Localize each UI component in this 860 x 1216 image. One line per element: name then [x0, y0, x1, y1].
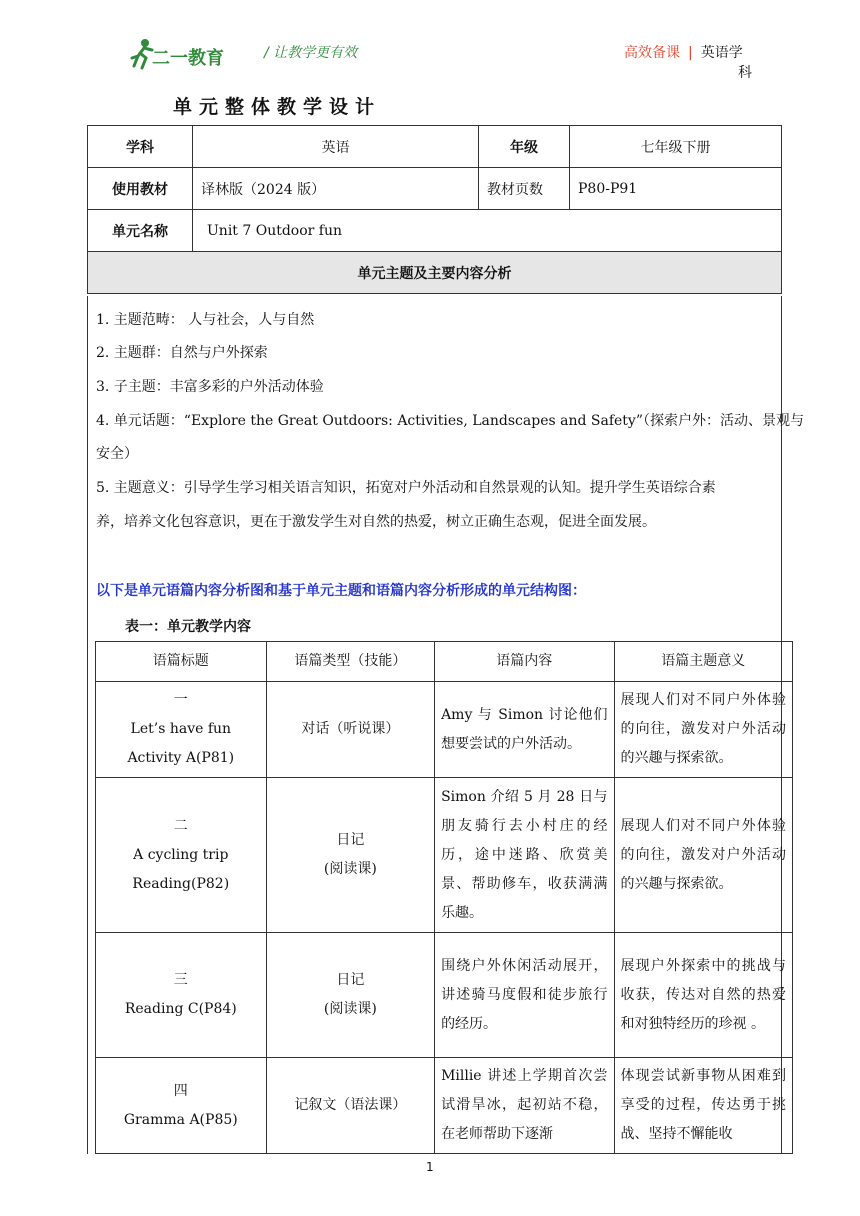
unit-topic-line2: 安全） — [96, 446, 138, 462]
row-type: 记叙文（语法课） — [266, 1058, 434, 1154]
page-number: 1 — [426, 1160, 434, 1174]
header-separator: | — [688, 45, 693, 61]
col-header-content: 语篇内容 — [435, 642, 614, 682]
col-header-meaning: 语篇主题意义 — [614, 642, 793, 682]
row-title — [96, 778, 267, 933]
row-number: 四 — [173, 1082, 188, 1099]
row-meaning: 展现人们对不同户外体验的向往，激发对户外活动的兴趣与探索欲。 — [614, 682, 793, 778]
pages-label: 教材页数 — [479, 168, 570, 210]
table-row — [96, 778, 793, 933]
row-type-line2: (阅读课) — [323, 1001, 377, 1017]
table-row — [96, 933, 793, 1058]
header-subject-label-wrap: 科 — [738, 65, 752, 81]
logo-text: 二一教育 — [152, 48, 224, 69]
pages-value: P80-P91 — [570, 168, 782, 210]
row-type-line2: (阅读课) — [323, 861, 377, 877]
row-title-line2: Activity A(P81) — [127, 750, 235, 766]
document-title: 单元整体教学设计 — [173, 96, 382, 118]
row-content: Millie 讲述上学期首次尝试滑旱冰，起初站不稳，在老师帮助下逐渐 — [435, 1058, 614, 1154]
row-content: Amy 与 Simon 讨论他们想要尝试的户外活动。 — [435, 682, 614, 778]
section-heading: 单元主题及主要内容分析 — [88, 252, 782, 294]
textbook-value: 译林版（2024 版） — [193, 168, 479, 210]
table-title: 表一：单元教学内容 — [125, 619, 251, 635]
row-number: 一 — [173, 692, 188, 708]
row-number: 二 — [173, 817, 188, 834]
row-title-line1: A cycling trip — [133, 846, 229, 863]
slogan: / 让教学更有效 — [264, 45, 358, 61]
row-content: Simon 介绍 5 月 28 日与朋友骑行去小村庄的经历，途中迷路、欣赏美景、帮助修车，收获满满乐趣。 — [435, 778, 614, 933]
row-title — [96, 933, 267, 1058]
topic-group: 2. 主题群：自然与户外探索 — [96, 345, 268, 361]
row-meaning: 体现尝试新事物从困难到享受的过程，传达勇于挑战、坚持不懈能收 — [614, 1058, 793, 1154]
row-title-line2: Reading(P82) — [132, 875, 230, 892]
row-content: 围绕户外休闲活动展开，讲述骑马度假和徒步旅行的经历。 — [435, 933, 614, 1058]
row-type: 对话（听说课） — [266, 682, 434, 778]
row-type — [266, 933, 434, 1058]
row-title — [96, 682, 267, 778]
info-table — [87, 125, 782, 294]
content-table — [95, 641, 793, 1154]
grade-value: 七年级下册 — [570, 126, 782, 168]
unit-value: Unit 7 Outdoor fun — [193, 210, 782, 252]
unit-topic-line1: 4. 单元话题：“Explore the Great Outdoors: Activities, Landscapes and Safety”（探索户外：活动、景观与 — [96, 413, 804, 429]
row-type — [266, 778, 434, 933]
grade-label: 年级 — [479, 126, 570, 168]
topic-category: 1. 主题范畴： 人与社会，人与自然 — [96, 312, 315, 328]
row-number: 三 — [173, 972, 188, 988]
header-red-label: 高效备课 — [624, 45, 680, 61]
row-type-line1: 日记 — [336, 832, 365, 848]
row-title-line1: Gramma A(P85) — [123, 1111, 238, 1128]
table-row — [96, 1058, 793, 1154]
subject-value: 英语 — [193, 126, 479, 168]
sub-topic: 3. 子主题：丰富多彩的户外活动体验 — [96, 379, 324, 395]
theme-meaning-line1: 5. 主题意义：引导学生学习相关语言知识，拓宽对户外活动和自然景观的认知。提升学生英语综合素 — [96, 480, 716, 496]
table-row — [96, 682, 793, 778]
structure-intro: 以下是单元语篇内容分析图和基于单元主题和语篇内容分析形成的单元结构图： — [96, 583, 586, 599]
col-header-title: 语篇标题 — [96, 642, 267, 682]
unit-label: 单元名称 — [88, 210, 193, 252]
subject-label: 学科 — [88, 126, 193, 168]
row-meaning: 展现人们对不同户外体验的向往，激发对户外活动的兴趣与探索欲。 — [614, 778, 793, 933]
header-subject — [624, 42, 743, 62]
textbook-label: 使用教材 — [88, 168, 193, 210]
col-header-type: 语篇类型（技能） — [266, 642, 434, 682]
theme-meaning-line2: 养，培养文化包容意识，更在于激发学生对自然的热爱，树立正确生态观，促进全面发展。 — [96, 514, 656, 530]
row-meaning: 展现户外探索中的挑战与收获，传达对自然的热爱和对独特经历的珍视 。 — [614, 933, 793, 1058]
row-title — [96, 1058, 267, 1154]
row-type-line1: 日记 — [336, 972, 365, 988]
header-subject-label: 英语学 — [700, 45, 743, 61]
row-title-line1: Let’s have fun — [130, 721, 232, 737]
row-title-line1: Reading C(P84) — [124, 1001, 237, 1017]
